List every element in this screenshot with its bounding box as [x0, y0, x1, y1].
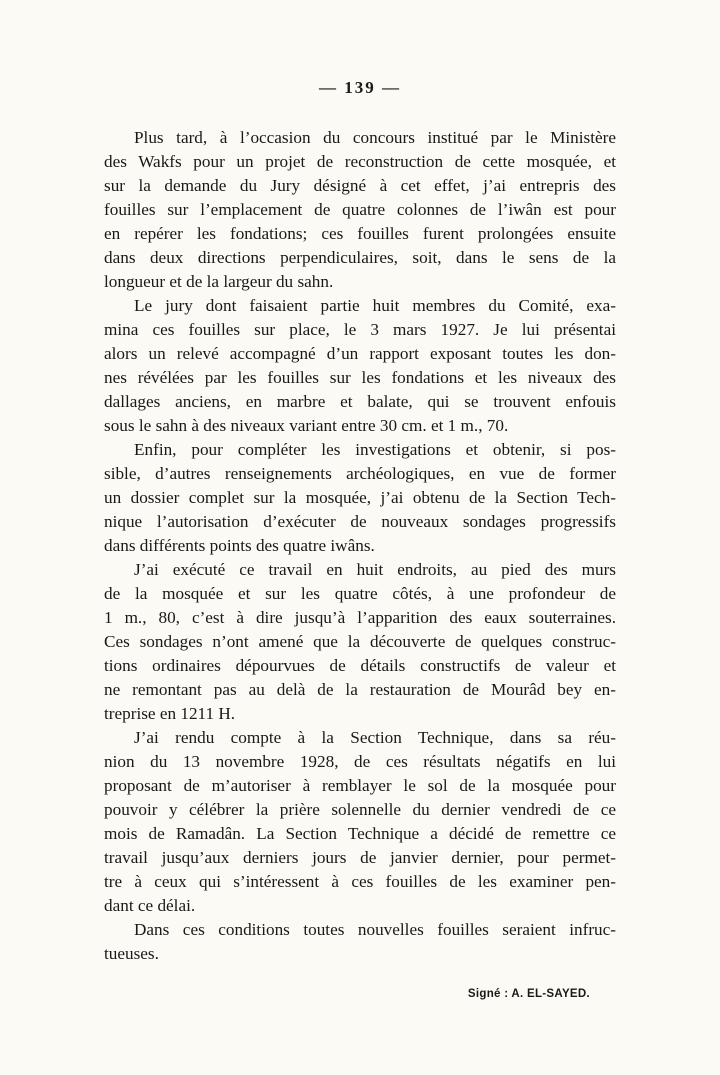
- text-line: mina ces fouilles sur place, le 3 mars 1927. Je lui présentai: [104, 320, 616, 339]
- text-line: nion du 13 novembre 1928, de ces résultats négatifs en lui: [104, 752, 616, 771]
- signature-line: Signé : A. EL-SAYED.: [467, 988, 590, 1000]
- text-line: longueur et de la largeur du sahn.: [104, 272, 334, 291]
- text-line: fouilles sur l’emplacement de quatre colonnes de l’iwân est pour: [104, 200, 616, 219]
- text-line: Ces sondages n’ont amené que la découverte de quelques construc-: [104, 632, 616, 651]
- text-line: tions ordinaires dépourvues de détails constructifs de valeur et: [104, 656, 616, 675]
- text-line: Plus tard, à l’occasion du concours institué par le Ministère: [134, 128, 616, 147]
- paragraph: [104, 918, 616, 966]
- text-line: J’ai exécuté ce travail en huit endroits, au pied des murs: [134, 560, 616, 579]
- text-line: dans différents points des quatre iwâns.: [104, 536, 375, 555]
- text-line: tre à ceux qui s’intéressent à ces fouilles de les examiner pen-: [104, 872, 616, 891]
- text-line: nique l’autorisation d’exécuter de nouveaux sondages progressifs: [104, 512, 616, 531]
- text-line: Dans ces conditions toutes nouvelles fouilles seraient infruc-: [134, 920, 616, 939]
- text-line: tueuses.: [104, 944, 159, 963]
- text-line: J’ai rendu compte à la Section Technique, dans sa réu-: [134, 728, 616, 747]
- text-line: nes révélées par les fouilles sur les fondations et les niveaux des: [104, 368, 616, 387]
- paragraph: [104, 126, 616, 294]
- text-line: en repérer les fondations; ces fouilles furent prolongées ensuite: [104, 224, 616, 243]
- paragraph: [104, 294, 616, 438]
- text-line: treprise en 1211 H.: [104, 704, 236, 723]
- paragraph: [104, 726, 616, 918]
- text-line: dans deux directions perpendiculaires, soit, dans le sens de la: [104, 248, 616, 267]
- text-line: mois de Ramadân. La Section Technique a décidé de remettre ce: [104, 824, 616, 843]
- text-line: proposant de m’autoriser à remblayer le sol de la mosquée pour: [104, 776, 616, 795]
- text-line: sur la demande du Jury désigné à cet effet, j’ai entrepris des: [104, 176, 616, 195]
- paragraph: [104, 558, 616, 726]
- text-line: dant ce délai.: [104, 896, 196, 915]
- text-line: Le jury dont faisaient partie huit membres du Comité, exa-: [134, 296, 616, 315]
- text-line: de la mosquée et sur les quatre côtés, à une profondeur de: [104, 584, 616, 603]
- text-line: dallages anciens, en marbre et balate, qui se trouvent enfouis: [104, 392, 616, 411]
- text-line: un dossier complet sur la mosquée, j’ai obtenu de la Section Tech-: [104, 488, 616, 507]
- paragraphs-container: [104, 126, 616, 966]
- page-number: — 139 —: [319, 78, 401, 97]
- text-line: 1 m., 80, c’est à dire jusqu’à l’apparition des eaux souterraines.: [104, 608, 616, 627]
- text-line: des Wakfs pour un projet de reconstruction de cette mosquée, et: [104, 152, 616, 171]
- text-line: pouvoir y célébrer la prière solennelle du dernier vendredi de ce: [104, 800, 616, 819]
- text-line: travail jusqu’aux derniers jours de janvier dernier, pour permet-: [104, 848, 616, 867]
- text-line: sous le sahn à des niveaux variant entre 30 cm. et 1 m., 70.: [104, 416, 509, 435]
- paragraph: [104, 438, 616, 558]
- text-line: Enfin, pour compléter les investigations et obtenir, si pos-: [134, 440, 616, 459]
- page-body: [104, 126, 616, 1006]
- text-line: alors un relevé accompagné d’un rapport exposant toutes les don-: [104, 344, 616, 363]
- text-line: sible, d’autres renseignements archéologiques, en vue de former: [104, 464, 616, 483]
- text-line: ne remontant pas au delà de la restauration de Mourâd bey en-: [104, 680, 616, 699]
